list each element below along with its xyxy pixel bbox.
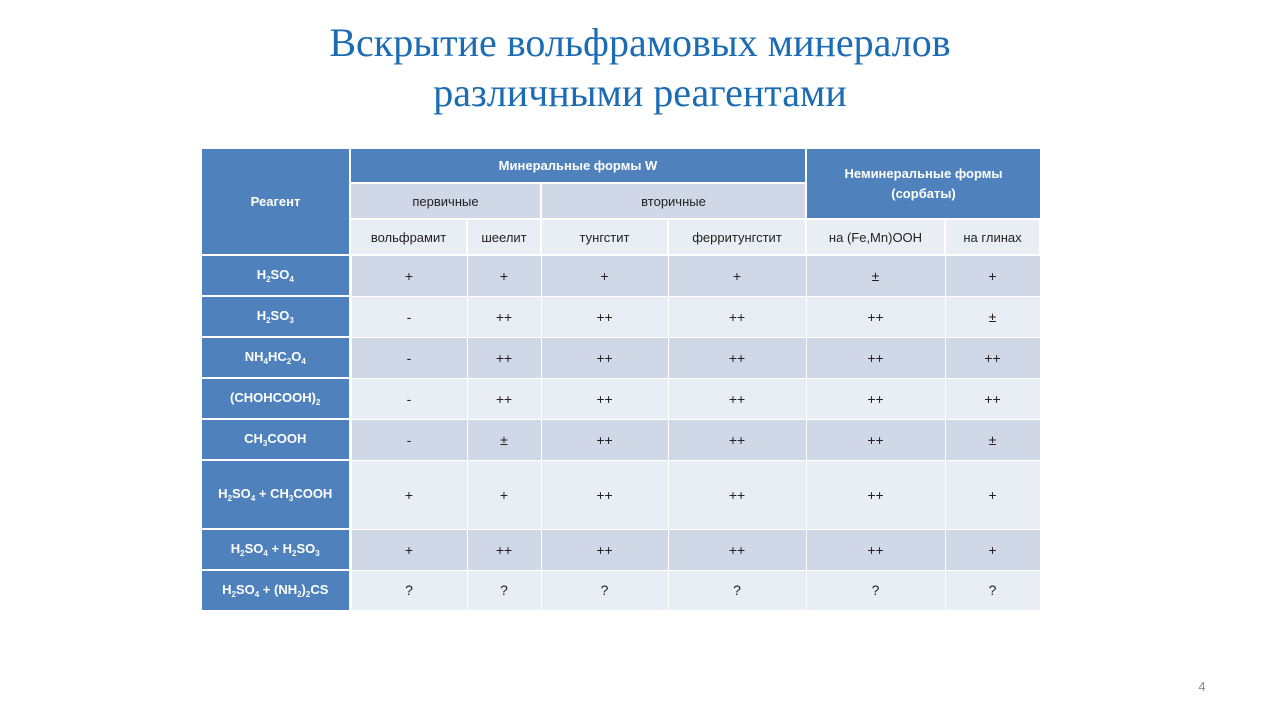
table-cell: ++ <box>806 337 945 378</box>
row-reagent: $H_2SO_4 + H_2SO_3$ <box>202 529 350 570</box>
table-cell: ++ <box>945 337 1040 378</box>
row-reagent: $CH_3COOH$ <box>202 419 350 460</box>
table-cell: - <box>350 337 467 378</box>
table-cell: - <box>350 296 467 337</box>
table-cell: + <box>467 255 541 296</box>
table-cell: ++ <box>467 529 541 570</box>
table-cell: ++ <box>541 419 668 460</box>
header-mineral-forms: Минеральные формы W <box>350 149 806 183</box>
table-cell: ? <box>467 570 541 610</box>
column-header: шеелит <box>467 219 541 255</box>
table-cell: ++ <box>668 460 806 529</box>
table-row <box>202 296 1040 337</box>
table-cell: ? <box>350 570 467 610</box>
table-cell: + <box>945 460 1040 529</box>
table-cell: ++ <box>668 419 806 460</box>
table-cell: ++ <box>467 337 541 378</box>
column-header: тунгстит <box>541 219 668 255</box>
row-reagent: $H_2SO_4 + (NH_2)_2CS$ <box>202 570 350 610</box>
table-cell: ++ <box>806 529 945 570</box>
row-reagent: $H_2SO_4$ <box>202 255 350 296</box>
table-cell: ++ <box>806 419 945 460</box>
table-cell: ++ <box>467 378 541 419</box>
header-nonmineral-forms <box>806 149 1040 219</box>
slide-title <box>0 18 1280 118</box>
row-reagent: $(CHOHCOOH)_2$ <box>202 378 350 419</box>
table-cell: ? <box>806 570 945 610</box>
column-header: на глинах <box>945 219 1040 255</box>
table-cell: ++ <box>467 296 541 337</box>
table-cell: ± <box>945 419 1040 460</box>
slide-title-line1: Вскрытие вольфрамовых минералов <box>329 20 951 65</box>
table-row <box>202 378 1040 419</box>
table-cell: ++ <box>806 378 945 419</box>
table-cell: ++ <box>945 378 1040 419</box>
table-cell: ± <box>467 419 541 460</box>
table-cell: + <box>945 255 1040 296</box>
header-secondary: вторичные <box>541 183 806 219</box>
table-row <box>202 255 1040 296</box>
reagent-table <box>202 149 1041 611</box>
header-nonmineral-line1: Неминеральные формы <box>844 165 1003 181</box>
row-reagent: $H_2SO_3$ <box>202 296 350 337</box>
table-cell: ? <box>945 570 1040 610</box>
table-cell: + <box>541 255 668 296</box>
table-row <box>202 337 1040 378</box>
table-cell: ++ <box>806 460 945 529</box>
table-cell: ? <box>668 570 806 610</box>
table-cell: ++ <box>541 378 668 419</box>
table-cell: ± <box>945 296 1040 337</box>
table-cell: ++ <box>541 296 668 337</box>
table-cell: ++ <box>541 337 668 378</box>
header-nonmineral-line2: (сорбаты) <box>891 185 956 201</box>
slide-title-line2: различными реагентами <box>433 70 847 115</box>
table-cell: + <box>945 529 1040 570</box>
table-cell: ? <box>541 570 668 610</box>
row-reagent: $H_2SO_4$ + $CH_3COOH$ <box>202 460 350 529</box>
table-cell: - <box>350 419 467 460</box>
table-cell: + <box>668 255 806 296</box>
table-cell: ± <box>806 255 945 296</box>
header-reagent: Реагент <box>202 149 350 255</box>
table-cell: ++ <box>668 378 806 419</box>
table-cell: ++ <box>668 529 806 570</box>
table-cell: ++ <box>541 460 668 529</box>
table-cell: + <box>350 255 467 296</box>
table-row <box>202 570 1040 610</box>
table-row <box>202 419 1040 460</box>
page-number: 4 <box>1198 679 1206 694</box>
table-cell: - <box>350 378 467 419</box>
column-header: на (Fe,Mn)OOH <box>806 219 945 255</box>
table-row <box>202 529 1040 570</box>
table-cell: + <box>350 529 467 570</box>
table-cell: ++ <box>668 337 806 378</box>
table-cell: ++ <box>541 529 668 570</box>
table-row <box>202 460 1040 529</box>
header-primary: первичные <box>350 183 541 219</box>
table-cell: ++ <box>806 296 945 337</box>
column-header: вольфрамит <box>350 219 467 255</box>
column-header: ферритунгстит <box>668 219 806 255</box>
row-reagent: $NH_4HC_2O_4$ <box>202 337 350 378</box>
table-cell: + <box>350 460 467 529</box>
table-cell: + <box>467 460 541 529</box>
table-cell: ++ <box>668 296 806 337</box>
